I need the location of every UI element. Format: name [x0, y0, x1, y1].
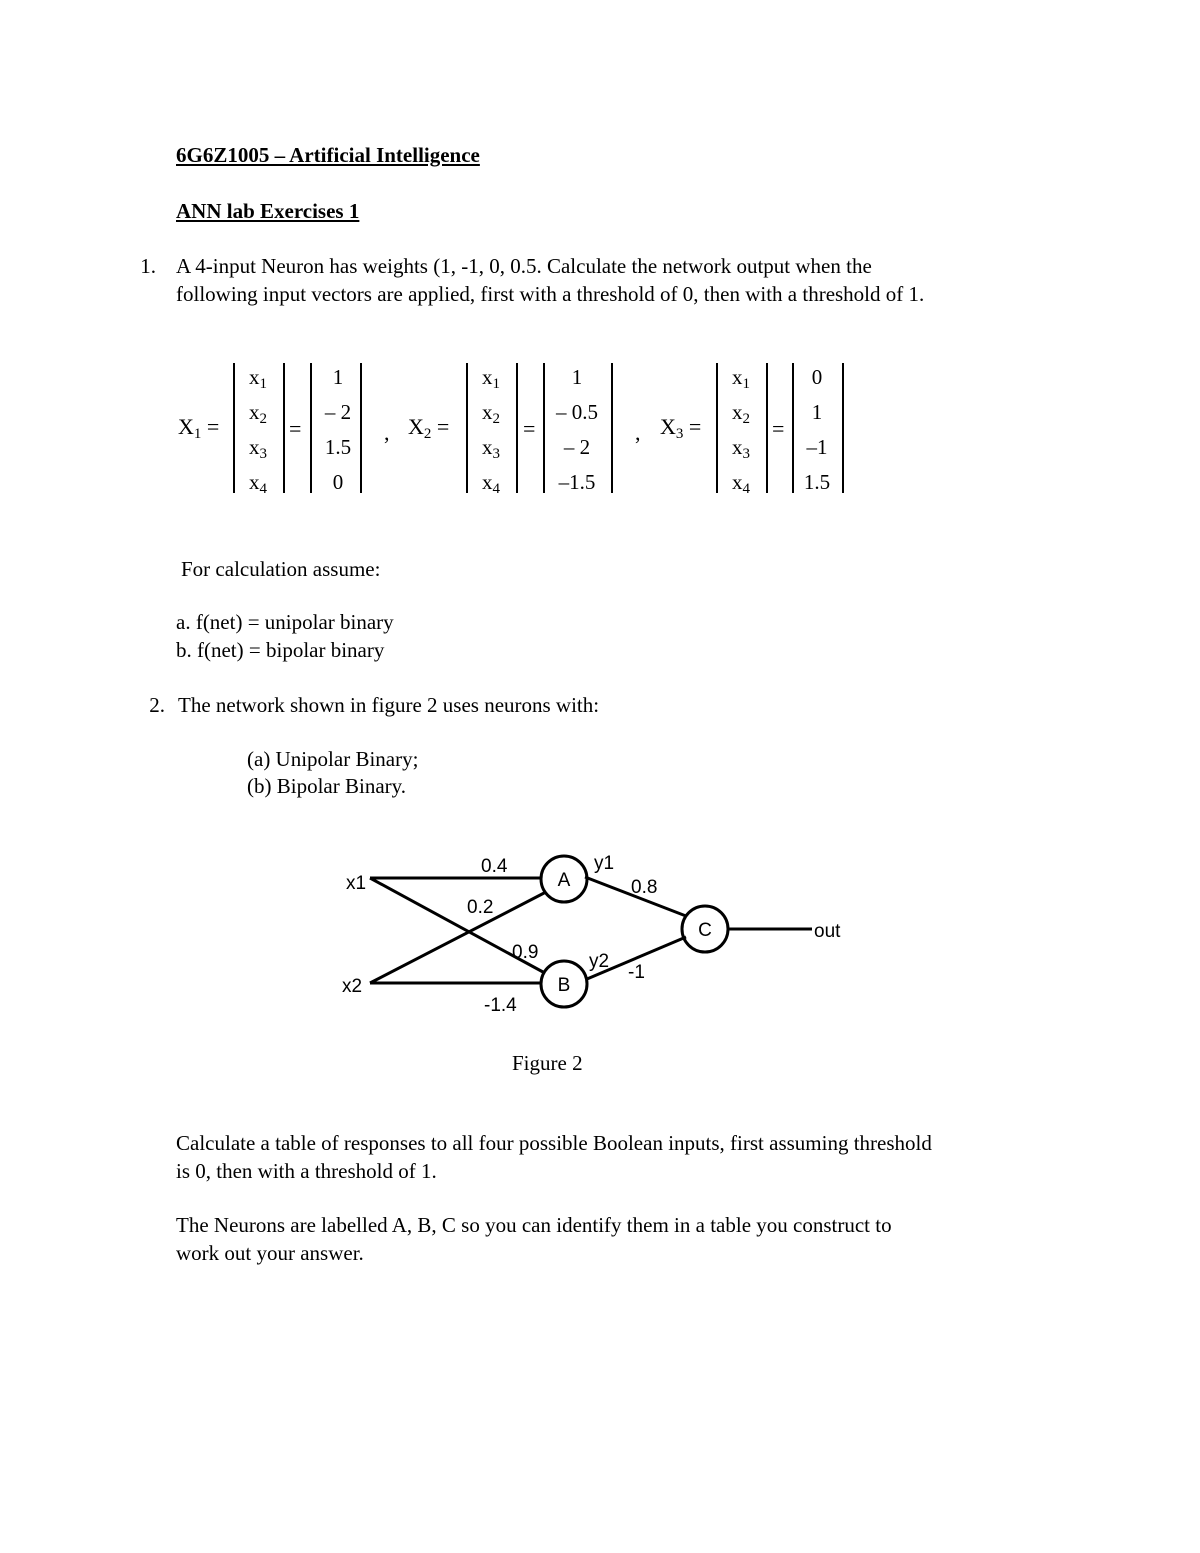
q2-number: 2. — [149, 693, 165, 717]
q1-text-line2: following input vectors are applied, first with a threshold of 0, then with a threshold of 1. — [176, 282, 925, 306]
q2-intro: The network shown in figure 2 uses neurons with: — [178, 693, 600, 717]
vector-x2-label-matrix: $x_1$ $x_2$ $x_3$ $x_4$ — [466, 363, 522, 493]
q2-para2-line2: work out your answer. — [176, 1241, 364, 1265]
lab-title: ANN lab Exercises 1 — [176, 199, 360, 223]
q1-text-line1: A 4-input Neuron has weights (1, -1, 0, 0.5. Calculate the network output when the — [176, 254, 872, 278]
vector-x2-name: $X_2$ = — [408, 414, 450, 442]
vector-x2-value-matrix: 1 – 0.5 – 2 –1.5 — [543, 363, 613, 493]
input-x2-label: x2 — [342, 976, 363, 997]
hidden-output-y1-label: y1 — [594, 853, 615, 874]
vector-x1-label-matrix: $x_1$ $x_2$ $x_3$ $x_4$ — [233, 363, 289, 493]
q1-assume-text: For calculation assume: — [181, 557, 381, 581]
course-title: 6G6Z1005 – Artificial Intelligence — [176, 143, 480, 167]
weight-x1-b: 0.9 — [512, 942, 539, 963]
vector-separator-1: , — [384, 420, 390, 445]
q1-option-a: a. f(net) = unipolar binary — [176, 610, 394, 634]
weight-a-c: 0.8 — [631, 877, 658, 898]
vector-x1-value-matrix: 1 – 2 1.5 0 — [310, 363, 366, 493]
vector-x3-label-matrix: $x_1$ $x_2$ $x_3$ $x_4$ — [716, 363, 772, 493]
weight-b-c: -1 — [628, 962, 645, 983]
vector-x3-name: $X_3$ = — [660, 414, 702, 442]
weight-x2-b: -1.4 — [484, 995, 517, 1016]
q1-option-b: b. f(net) = bipolar binary — [176, 638, 385, 662]
q1-number: 1. — [140, 254, 156, 278]
weight-x2-a: 0.2 — [467, 897, 494, 918]
input-x1-label: x1 — [346, 873, 367, 894]
vector-x3-equals: = — [772, 416, 785, 441]
vector-x1-name: $X_1$ = — [178, 414, 220, 442]
q2-option-b: (b) Bipolar Binary. — [247, 774, 407, 798]
q2-option-a: (a) Unipolar Binary; — [247, 747, 419, 771]
q2-para2-line1: The Neurons are labelled A, B, C so you can identify them in a table you construct to — [176, 1213, 892, 1237]
hidden-output-y2-label: y2 — [589, 951, 610, 972]
neuron-c-label: C — [698, 920, 712, 941]
q2-para1-line1: Calculate a table of responses to all four possible Boolean inputs, first assuming threshold — [176, 1131, 932, 1155]
q2-para1-line2: is 0, then with a threshold of 1. — [176, 1159, 437, 1183]
output-label: out — [814, 921, 841, 942]
vector-x1-equals: = — [289, 416, 302, 441]
vector-x3-value-matrix: 0 1 –1 1.5 — [792, 363, 844, 493]
weight-x1-a: 0.4 — [481, 856, 508, 877]
figure-caption: Figure 2 — [512, 1051, 583, 1075]
neuron-a-label: A — [557, 870, 571, 891]
vector-x2-equals: = — [523, 416, 536, 441]
neuron-b-label: B — [557, 975, 571, 996]
vector-separator-2: , — [635, 420, 641, 445]
edge-x2-a — [370, 892, 546, 983]
